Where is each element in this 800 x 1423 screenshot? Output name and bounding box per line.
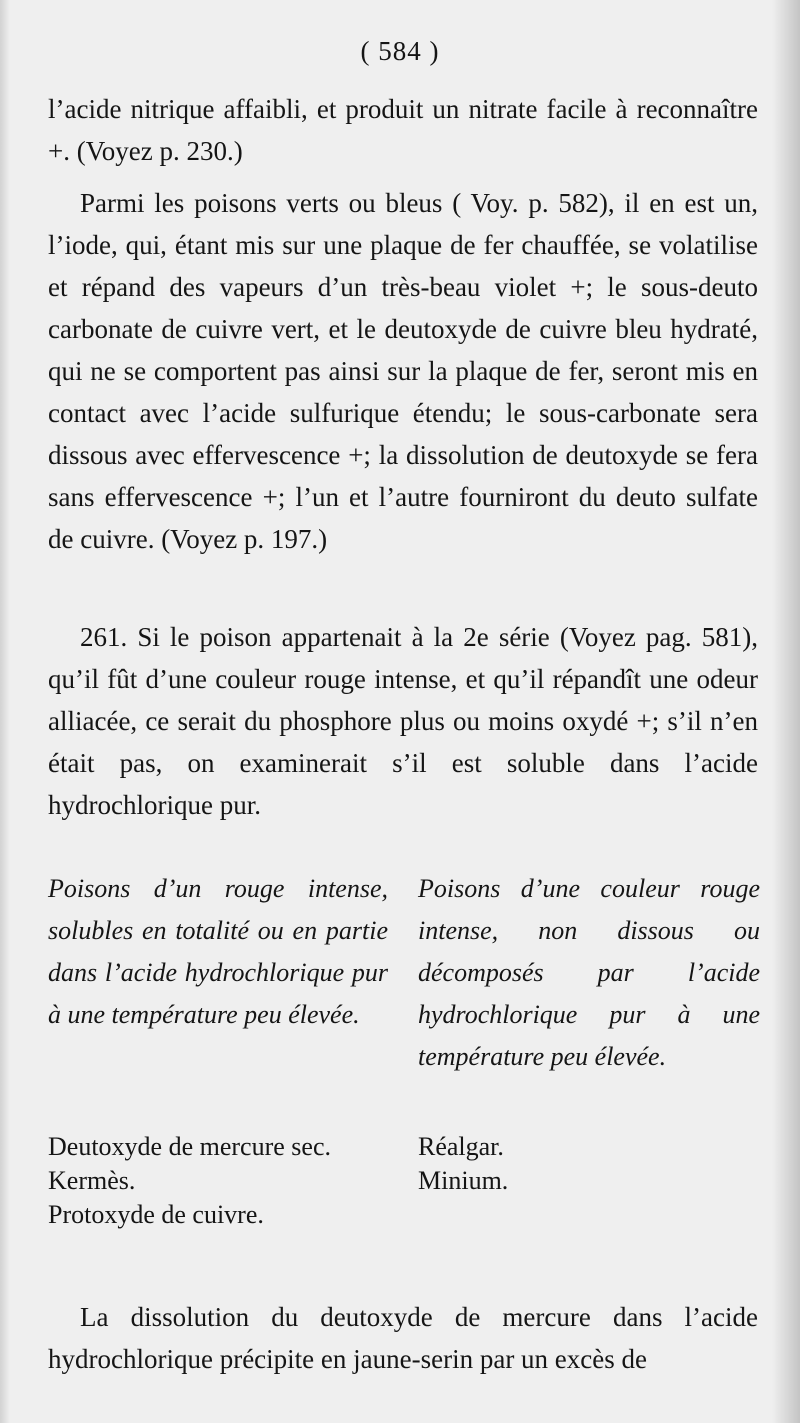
paragraph-261: 261. Si le poison appartenait à la 2e série (Voyez pag. 581), qu’il fût d’une couleur rouge intense, et qu’il répandît une odeur alliacée, ce serait du phosphore plus ou moins oxydé +; s’il n’en était pas, on examinerait s’il est soluble dans l’acide hydrochlorique pur. [48, 622, 758, 820]
insoluble-poisons-list [418, 1130, 718, 1198]
paragraph-mercury-dissolution: La dissolution du deutoxyde de mercure dans l’acide hydrochlorique précipite en jaune-serin par un excès de [48, 1302, 758, 1374]
list-item: Kermès. [48, 1166, 136, 1195]
soluble-poisons-list [48, 1130, 418, 1232]
page-number: ( 584 ) [360, 36, 440, 66]
paragraph-green-blue-poisons: Parmi les poisons verts ou bleus ( Voy. p. 582), il en est un, l’iode, qui, étant mis sur une plaque de fer chauffée, se volatilise et répand des vapeurs d’un très-beau violet +; le sous-deuto carbonate de cuivre vert, et le deutoxyde de cuivre bleu hydraté, qui ne se comportent pas ainsi sur la plaque de fer, seront mis en contact avec l’acide sulfurique étendu; le sous-carbonate sera dissous avec effervescence +; la dissolution de deutoxyde se fera sans effervescence +; l’un et l’autre fourniront du deuto sulfate de cuivre. (Voyez p. 197.) [48, 188, 758, 554]
paragraph-continuation: l’acide nitrique affaibli, et produit un nitrate facile à reconnaître +. (Voyez p. 230.) [48, 94, 758, 166]
column-heading-insoluble: Poisons d’une couleur rouge intense, non dissous ou décomposés par l’acide hydrochlorique pur à une température peu élevée. [418, 874, 760, 1071]
list-item: Minium. [418, 1166, 509, 1195]
column-heading-soluble: Poisons d’un rouge intense, solubles en totalité ou en partie dans l’acide hydrochlorique pur à une température peu élevée. [48, 874, 388, 1029]
list-item: Réalgar. [418, 1132, 504, 1161]
page-gutter-shadow [0, 0, 10, 1423]
page-edge-shadow [772, 0, 800, 1423]
list-item: Protoxyde de cuivre. [48, 1200, 264, 1229]
list-item: Deutoxyde de mercure sec. [48, 1132, 331, 1161]
